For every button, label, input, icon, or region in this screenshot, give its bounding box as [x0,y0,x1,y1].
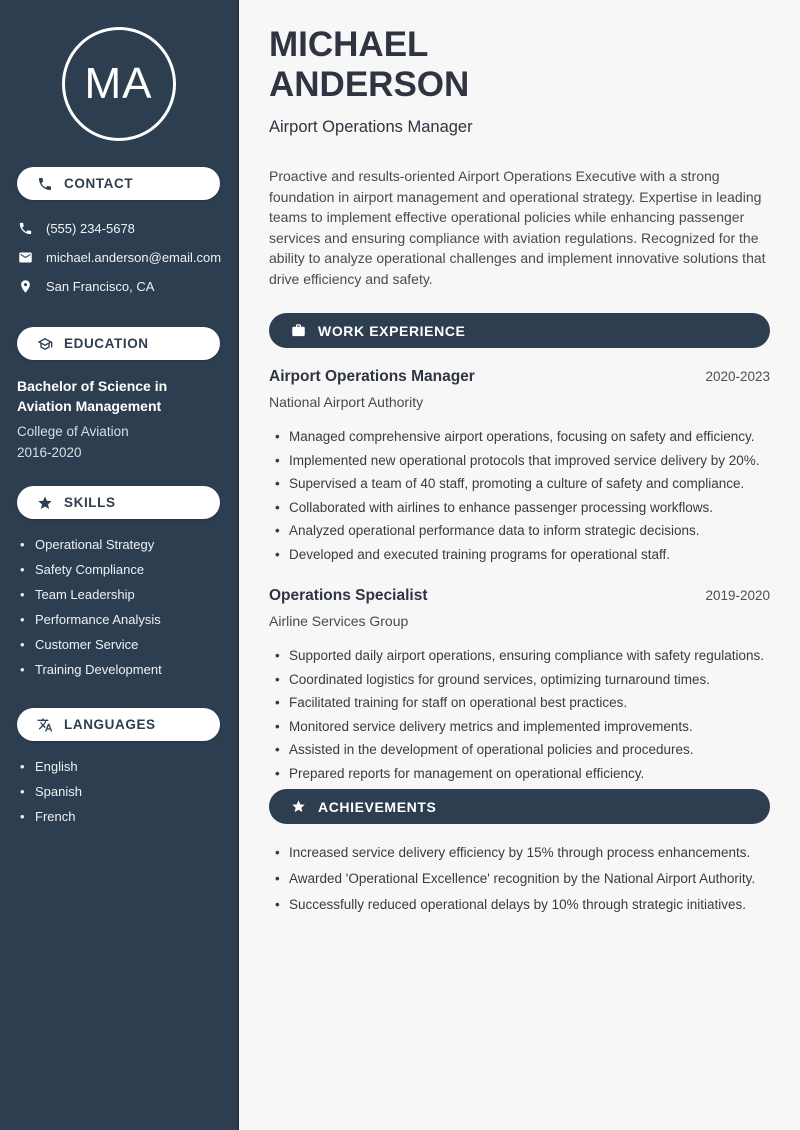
work-experience-section-title: WORK EXPERIENCE [318,322,466,339]
achievements-list [269,840,770,918]
contact-phone-row [18,214,237,243]
achievements-section-header [269,789,770,824]
skill-item: • Operational Strategy [20,532,237,557]
graduation-cap-icon [37,336,53,352]
skills-section-header [17,486,220,519]
translate-icon [37,717,53,733]
contact-section-title: CONTACT [64,176,134,191]
contact-email-row [18,243,237,272]
job-bullet: • Monitored service delivery metrics and implemented improvements. [273,715,770,739]
star-icon [291,799,306,814]
job-entry-2 [269,587,770,785]
avatar-initials: MA [84,59,153,108]
phone-number: (555) 234-5678 [46,221,135,236]
job-bullet: • Supervised a team of 40 staff, promoting a culture of safety and compliance. [273,472,770,496]
skill-item: • Team Leadership [20,582,237,607]
education-section-header [17,327,220,360]
skills-section-title: SKILLS [64,495,116,510]
job-header [269,587,770,605]
school-name: College of Aviation [17,424,129,439]
job-bullet: • Facilitated training for staff on operational best practices. [273,691,770,715]
degree-name: Bachelor of Science in Aviation Management [17,378,168,414]
job-role: Operations Specialist [269,587,428,604]
skill-item: • Safety Compliance [20,557,237,582]
job-bullet: • Developed and executed training programs for operational staff. [273,543,770,567]
phone-icon [37,176,53,192]
job-bullet-list [269,425,770,566]
achievement-bullet: • Successfully reduced operational delays by 10% through strategic initiatives. [273,892,770,918]
person-name-line2: ANDERSON [269,65,470,104]
profile-summary: Proactive and results-oriented Airport Operations Executive with a strong foundation in airport management and operational strategy. Expertise in leading teams to implement effective operational policies while enhancing passenger services and ensuring compliance with aviation regulations. Recognized for the ability to analyze operational challenges and implement innovative solutions that drive efficiency and safety. [269,168,766,287]
work-experience-section-header [269,313,770,348]
achievement-bullet: • Awarded 'Operational Excellence' recognition by the National Airport Authority. [273,866,770,892]
language-item: • French [20,804,237,829]
achievement-bullet: • Increased service delivery efficiency by 15% through process enhancements. [273,840,770,866]
language-item: • Spanish [20,779,237,804]
job-bullet: • Prepared reports for management on operational efficiency. [273,762,770,786]
job-bullet: • Analyzed operational performance data to inform strategic decisions. [273,519,770,543]
contact-list [18,214,237,301]
languages-section-header [17,708,220,741]
contact-section-header [17,167,220,200]
phone-icon [18,221,33,236]
education-section-title: EDUCATION [64,336,149,351]
sidebar [0,0,239,1130]
languages-list [0,754,237,829]
person-name-line1: MICHAEL [269,25,429,64]
job-company: Airline Services Group [269,613,409,629]
job-dates: 2019-2020 [705,588,770,603]
email-address: michael.anderson@email.com [46,250,222,265]
job-bullet: • Collaborated with airlines to enhance passenger processing workflows. [273,496,770,520]
contact-location-row [18,272,237,301]
person-job-title: Airport Operations Manager [269,118,473,136]
job-bullet-list [269,644,770,785]
location-text: San Francisco, CA [46,279,155,294]
languages-section-title: LANGUAGES [64,717,156,732]
skill-item: • Performance Analysis [20,607,237,632]
skills-list [0,532,237,682]
job-bullet: • Implemented new operational protocols that improved service delivery by 20%. [273,449,770,473]
education-entry [17,377,220,460]
skill-item: • Customer Service [20,632,237,657]
job-entry-1 [269,368,770,566]
briefcase-icon [291,323,306,338]
job-bullet: • Coordinated logistics for ground services, optimizing turnaround times. [273,668,770,692]
star-icon [37,495,53,511]
email-icon [18,250,33,265]
job-dates: 2020-2023 [705,369,770,384]
job-bullet: • Assisted in the development of operational policies and procedures. [273,738,770,762]
job-header [269,368,770,386]
job-bullet: • Supported daily airport operations, ensuring compliance with safety regulations. [273,644,770,668]
location-icon [18,279,33,294]
avatar [62,27,176,141]
job-role: Airport Operations Manager [269,368,475,385]
achievements-section-title: ACHIEVEMENTS [318,798,437,815]
language-item: • English [20,754,237,779]
main-content [239,0,800,1130]
job-bullet: • Managed comprehensive airport operations, focusing on safety and efficiency. [273,425,770,449]
education-years: 2016-2020 [17,445,82,460]
skill-item: • Training Development [20,657,237,682]
person-name [269,25,770,105]
job-company: National Airport Authority [269,394,424,410]
